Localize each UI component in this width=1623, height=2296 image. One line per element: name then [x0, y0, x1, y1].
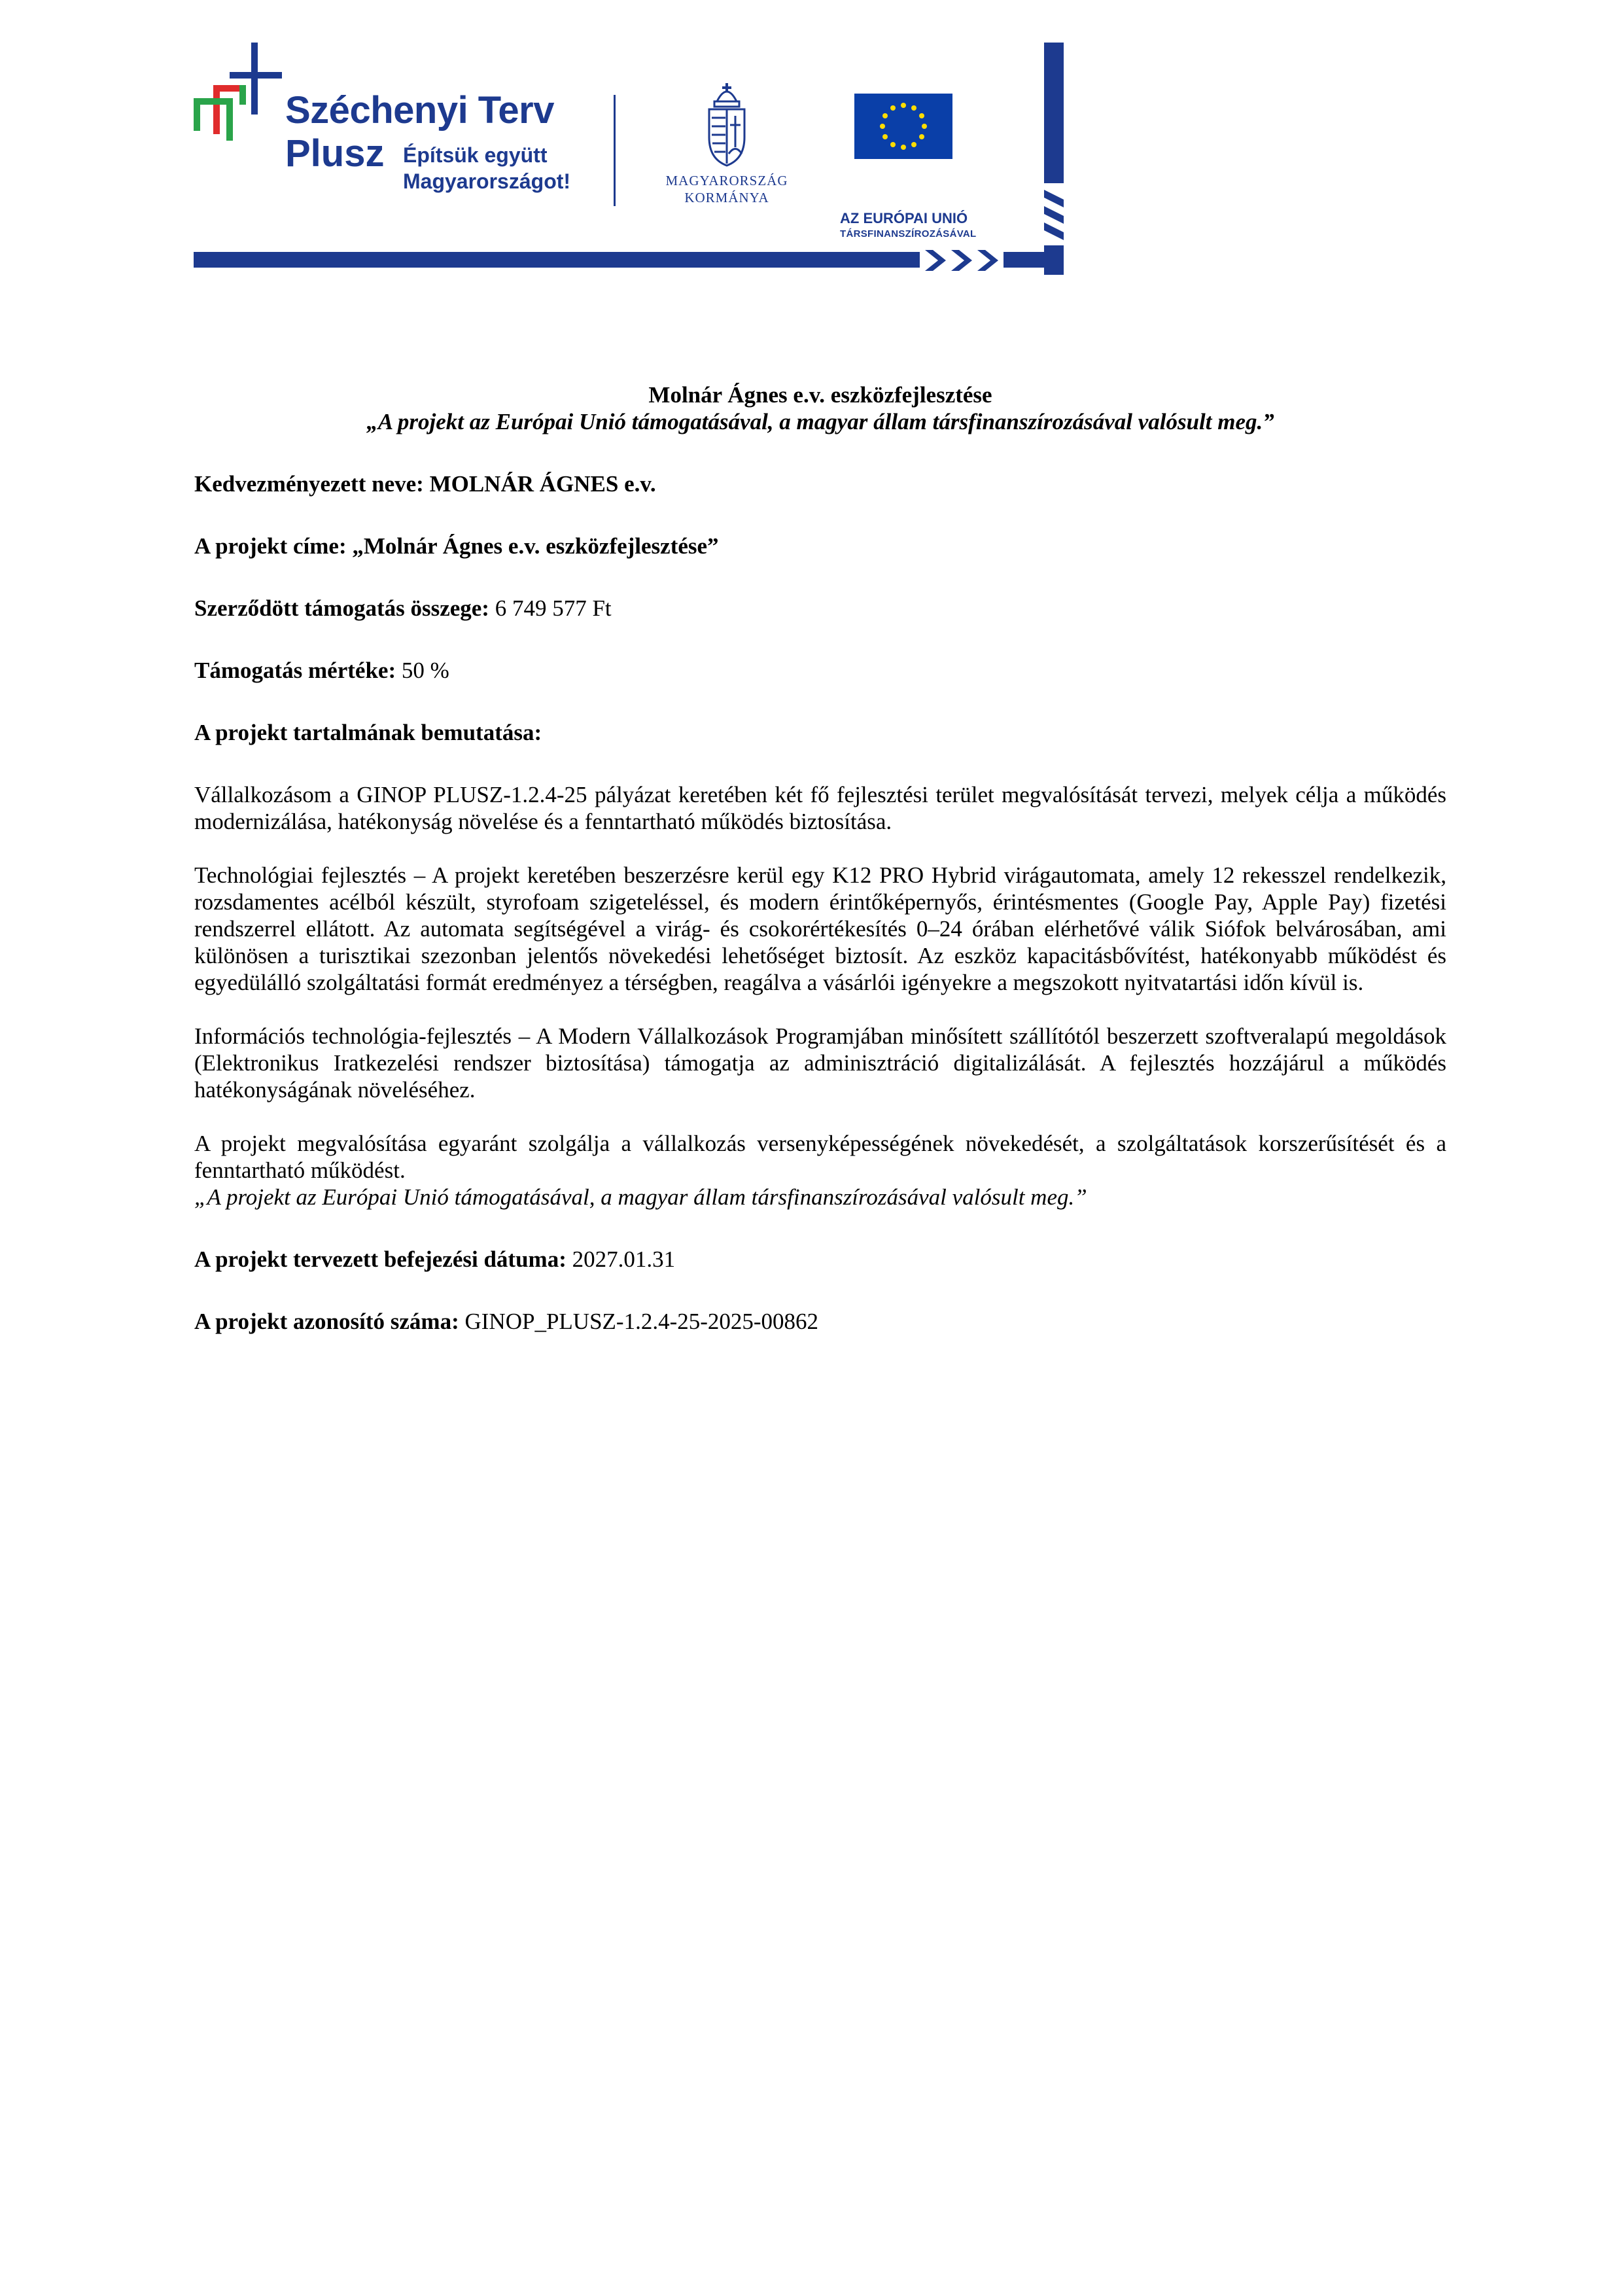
closing-quote: „A projekt az Európai Unió támogatásával, a magyar állam társfinanszírozásával valósult meg.”	[194, 1184, 1087, 1210]
beneficiary-field	[194, 470, 1446, 497]
paragraph-4: A projekt megvalósítása egyaránt szolgálja a vállalkozás versenyképességének növekedését, a szolgáltatások korszerűsítését és a fenntartható működést.	[194, 1131, 1446, 1183]
szechenyi-cross-icon	[194, 43, 285, 141]
project-id-label: A projekt azonosító száma:	[194, 1309, 459, 1334]
eu-label	[840, 210, 977, 239]
project-id-field	[194, 1308, 1446, 1335]
government-label-line-2: KORMÁNYA	[684, 190, 769, 205]
government-label-line-1: MAGYARORSZÁG	[665, 173, 788, 188]
document-title: Molnár Ágnes e.v. eszközfejlesztése	[648, 382, 992, 408]
brand-slogan-line-1: Építsük együtt	[403, 143, 548, 167]
beneficiary-value: MOLNÁR ÁGNES e.v.	[429, 471, 656, 497]
right-chevron-bar	[1044, 43, 1064, 275]
contracted-amount-label: Szerződött támogatás összege:	[194, 595, 489, 621]
project-id-value: GINOP_PLUSZ-1.2.4-25-2025-00862	[464, 1309, 819, 1334]
contracted-amount-field	[194, 595, 1446, 622]
eu-label-line-1: AZ EURÓPAI UNIÓ	[840, 210, 968, 226]
paragraph-3: Információs technológia-fejlesztés – A Modern Vállalkozások Programjában minősített szállítótól beszerzett szoftveralapú megoldások (Elektronikus Iratkezelési rendszer biztosítása) támogatja az adminisztráció digitalizálását. A fejlesztés hozzájárul a működés hatékonyságának növeléséhez.	[194, 1023, 1446, 1103]
content-heading: A projekt tartalmának bemutatása:	[194, 720, 542, 745]
completion-date-label: A projekt tervezett befejezési dátuma:	[194, 1246, 567, 1272]
eu-flag-icon	[854, 94, 952, 159]
completion-date-value: 2027.01.31	[572, 1246, 676, 1272]
project-title-field	[194, 533, 1446, 559]
document-body	[194, 381, 1446, 1335]
eu-label-line-2: TÁRSFINANSZÍROZÁSÁVAL	[840, 228, 977, 239]
brand-slogan-line-2: Magyarországot!	[403, 169, 571, 193]
project-title-label: A projekt címe:	[194, 533, 347, 559]
brand-plus: Plusz	[285, 132, 385, 175]
support-rate-value: 50 %	[401, 658, 449, 683]
brand-slogan	[403, 142, 612, 194]
project-title-value: „Molnár Ágnes e.v. eszközfejlesztése”	[352, 533, 719, 559]
contracted-amount-value: 6 749 577 Ft	[495, 595, 612, 621]
completion-date-field	[194, 1246, 1446, 1273]
paragraph-1: Vállalkozásom a GINOP PLUSZ-1.2.4-25 pályázat keretében két fő fejlesztési terület megvalósítását tervezi, melyek célja a működés modernizálása, hatékonyság növelése és a fenntartható működés biztosítása.	[194, 782, 1446, 834]
header-banner	[194, 43, 1064, 275]
header-divider	[614, 95, 616, 206]
government-logo	[661, 82, 792, 206]
support-rate-field	[194, 657, 1446, 684]
hungarian-crest-icon	[704, 82, 750, 167]
paragraph-2: Technológiai fejlesztés – A projekt keretében beszerzésre kerül egy K12 PRO Hybrid virágautomata, amely 12 rekesszel rendelkezik, rozsdamentes acélból készült, styrofoam szigeteléssel, és modern érintőképernyős, érintésmentes (Google Pay, Apple Pay) fizetési rendszerrel ellátott. Az automata segítségével a virág- és csokorértékesítés 0–24 órában elérhetővé válik Siófok belvárosában, ami különösen a turisztikai szezonban jelentős növekedési lehetőséget biztosít. Az eszköz kapacitásbővítést, hatékonyabb működést és egyedülálló szolgáltatási formát eredményez a térségben, reagálva a vásárlói igényekre a megszokott nyitvatartási időn kívül is.	[194, 862, 1446, 995]
brand-title: Széchenyi Terv	[285, 89, 555, 132]
beneficiary-label: Kedvezményezett neve:	[194, 471, 424, 497]
chevron-icon	[920, 247, 1051, 274]
support-rate-label: Támogatás mértéke:	[194, 658, 396, 683]
government-label	[661, 172, 792, 206]
bottom-bar	[194, 252, 920, 268]
document-subtitle: „A projekt az Európai Unió támogatásával, a magyar állam társfinanszírozásával valósult meg.”	[366, 409, 1274, 434]
